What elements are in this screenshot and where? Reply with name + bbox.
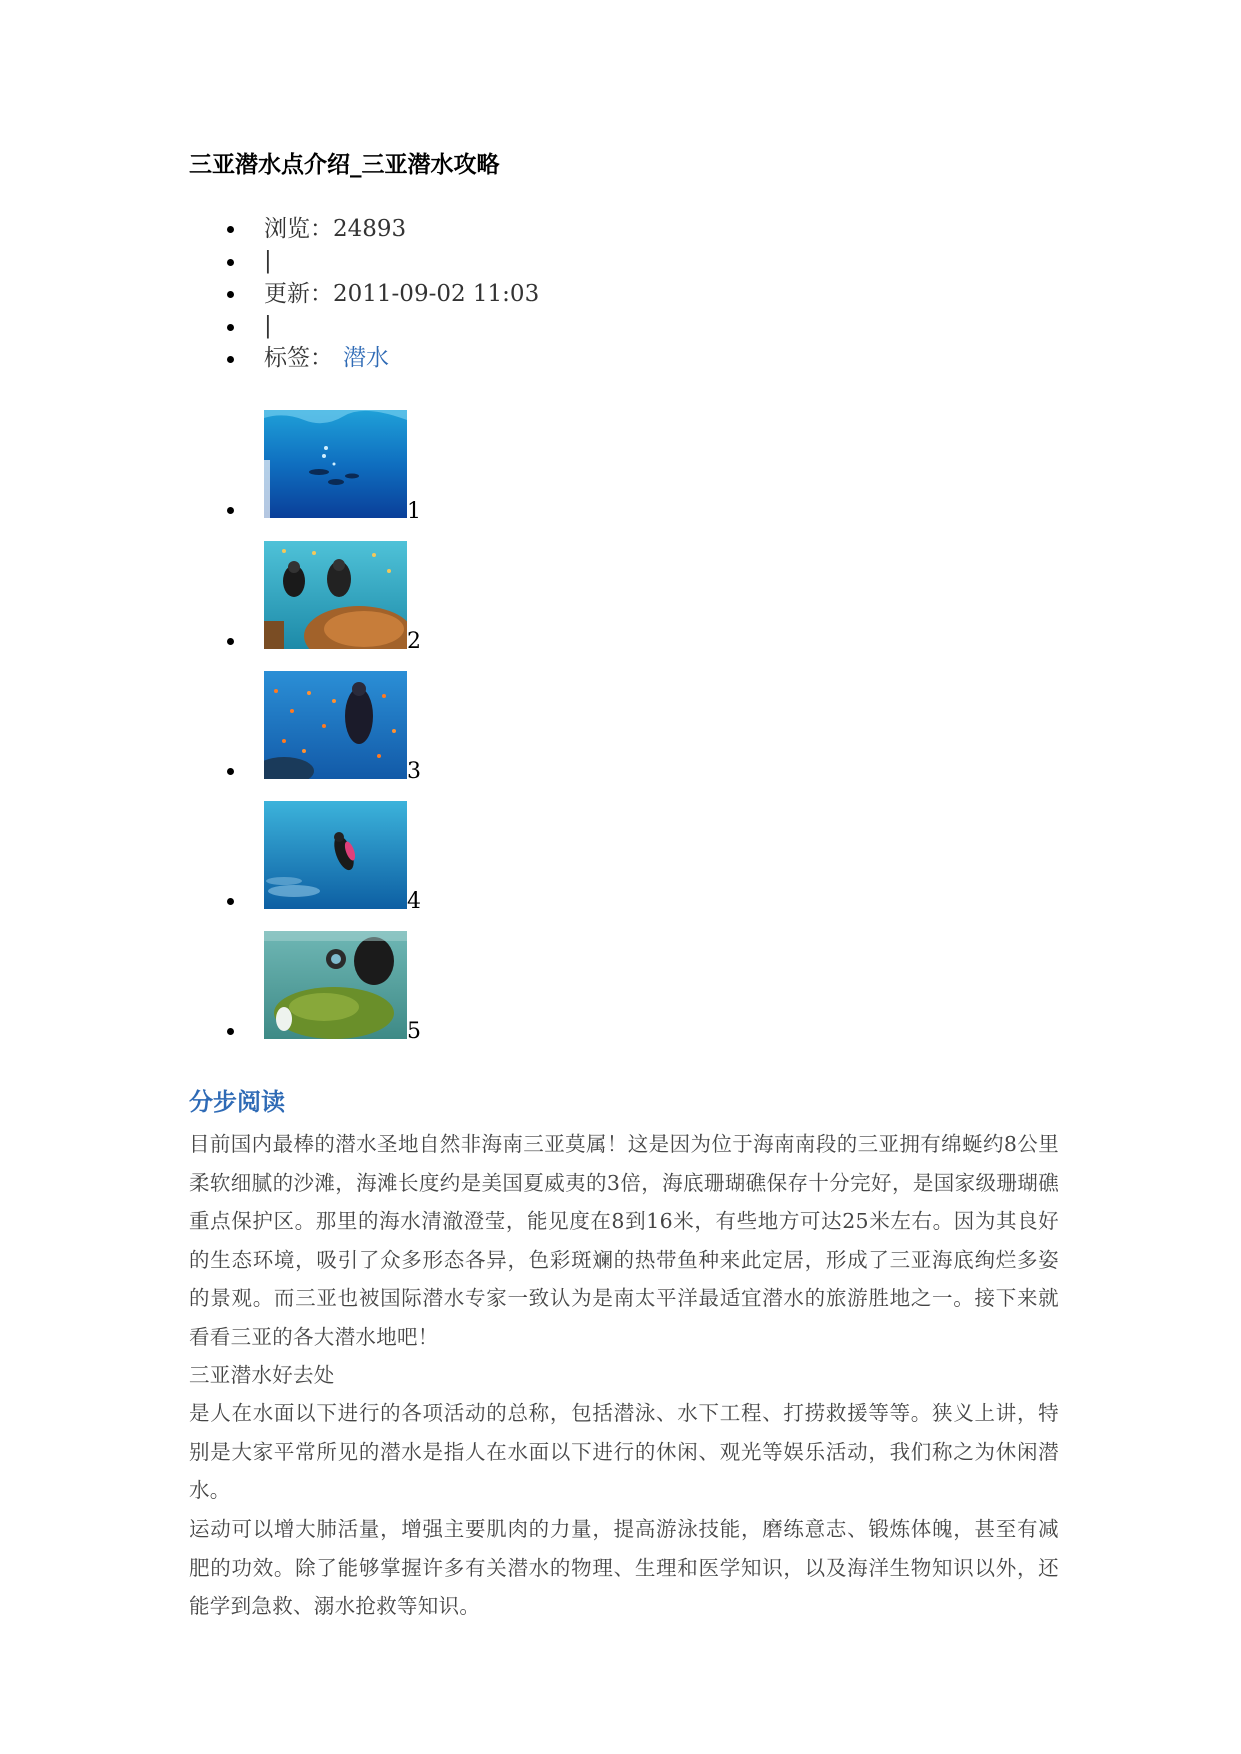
section-heading-step-reading[interactable]: 分步阅读 xyxy=(189,1087,285,1116)
list-bullet xyxy=(227,226,234,233)
list-bullet xyxy=(227,291,234,298)
view-count: 浏览：24893 xyxy=(264,216,407,242)
separator: | xyxy=(264,313,272,339)
diving-photo-thumbnail[interactable] xyxy=(264,671,407,779)
separator: | xyxy=(264,248,272,274)
tag-link-diving[interactable]: 潜水 xyxy=(343,345,389,371)
benefits-paragraph: 运动可以增大肺活量，增强主要肌肉的力量，提高游泳技能，磨练意志、锻炼体魄，甚至有减肥的功效。除了能够掌握许多有关潜水的物理、生理和医学知识，以及海洋生物知识以外，还能学到急救、溺水抢救等知识。 xyxy=(189,1517,1059,1618)
list-bullet xyxy=(227,898,234,905)
definition-paragraph: 是人在水面以下进行的各项活动的总称，包括潜泳、水下工程、打捞救援等等。狭义上讲，特别是大家平常所见的潜水是指人在水面以下进行的休闲、观光等娱乐活动，我们称之为休闲潜水。 xyxy=(189,1401,1059,1502)
list-bullet xyxy=(227,324,234,331)
list-bullet xyxy=(227,1028,234,1035)
subheading-paragraph: 三亚潜水好去处 xyxy=(189,1363,335,1387)
diving-photo-thumbnail[interactable] xyxy=(264,410,407,518)
page-title: 三亚潜水点介绍_三亚潜水攻略 xyxy=(189,152,500,178)
list-bullet xyxy=(227,507,234,514)
diving-photo-thumbnail[interactable] xyxy=(264,801,407,909)
list-bullet xyxy=(227,638,234,645)
intro-paragraph: 目前国内最棒的潜水圣地自然非海南三亚莫属！这是因为位于海南南段的三亚拥有绵蜒约8公里柔软细腻的沙滩，海滩长度约是美国夏威夷的3倍，海底珊瑚礁保存十分完好，是国家级珊瑚礁重点保护区。那里的海水清澈澄莹，能见度在8到16米，有些地方可达25米左右。因为其良好的生态环境，吸引了众多形态各异，色彩斑斓的热带鱼种来此定居，形成了三亚海底绚烂多姿的景观。而三亚也被国际潜水专家一致认为是南太平洋最适宜潜水的旅游胜地之一。接下来就看看三亚的各大潜水地吧！ xyxy=(189,1132,1059,1349)
list-bullet xyxy=(227,356,234,363)
list-bullet xyxy=(227,259,234,266)
update-time: 更新：2011-09-02 11:03 xyxy=(264,281,540,307)
image-number: 5 xyxy=(407,1019,421,1044)
tags-label: 标签： xyxy=(264,345,333,371)
image-number: 1 xyxy=(407,499,421,524)
image-number: 4 xyxy=(407,889,421,914)
list-bullet xyxy=(227,768,234,775)
image-number: 3 xyxy=(407,759,421,784)
tags-row xyxy=(264,343,389,373)
diving-photo-thumbnail[interactable] xyxy=(264,541,407,649)
diving-photo-thumbnail[interactable] xyxy=(264,931,407,1039)
image-number: 2 xyxy=(407,629,421,654)
